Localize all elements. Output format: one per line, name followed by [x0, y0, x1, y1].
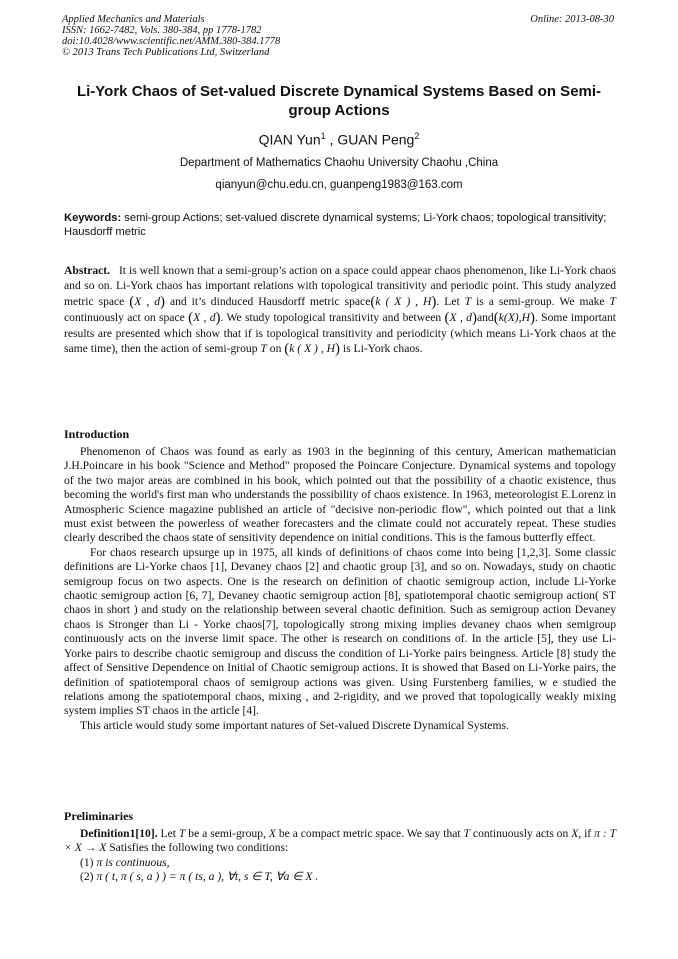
abstract-text: on	[269, 342, 282, 356]
section-heading-introduction: Introduction	[64, 427, 130, 441]
copyright-line: © 2013 Trans Tech Publications Ltd, Switzerland	[62, 47, 270, 58]
math-X: X	[268, 827, 276, 840]
keywords	[64, 211, 616, 239]
math-xd: X , d	[449, 310, 472, 324]
definition-text-part: Let	[160, 827, 176, 840]
math-T: T	[463, 827, 470, 840]
online-date: Online: 2013-08-30	[530, 14, 614, 25]
introduction-body	[64, 445, 616, 733]
math-T: T	[464, 294, 472, 308]
author-line	[62, 131, 616, 148]
abstract-label: Abstract.	[64, 264, 111, 277]
math-T: T	[178, 827, 186, 840]
definition-text-part: be a compact metric space. We say that	[278, 827, 461, 840]
definition-text-part: Satisfies the following two conditions:	[109, 841, 289, 855]
definition-1	[64, 827, 616, 885]
condition-number: (1)	[80, 855, 94, 869]
math-xd: X , d	[134, 294, 160, 308]
issn-line: ISSN: 1662-7482, Vols. 380-384, pp 1778-1782	[62, 25, 262, 36]
affiliation: Department of Mathematics Chaohu University Chaohu ,China	[179, 157, 499, 169]
condition-2	[64, 870, 616, 884]
doi-line: doi:10.4028/www.scientific.net/AMM.380-384.1778	[62, 36, 281, 47]
condition-number: (2)	[80, 870, 94, 884]
abstract-text: It is well known that a semi-group’s action on a space could appear chaos phenomenon, like Li-York chaos and so on. Li-York chaos has important relations with topological transitivity and periodic point. This study analyzed metric space	[64, 264, 616, 308]
author-2: GUAN Peng	[337, 131, 415, 148]
paragraph: For chaos research upsurge up in 1975, all kinds of definitions of chaos come into being [1,2,3]. Some classic definitions are Li-Yorke chaos [1], Devaney chaos [2] and chaotic group [3], and so on. Nowadays, study on chaotic semigroup focus on two aspects. One is the research on definition of chaotic semigroup action, include Li-Yorke chaotic semigroup action [6, 7], Devaney chaotic semigroup action [8], spatiotemporal chaotic semigroup action( ST chaos in short ) and study on the relationship between several chaotic definition. Such as semigroup action Devaney chaos is Stronger than Li - Yorke chaos[7], topologically strong mixing implies devaney chaos when semigroup continuously acts on the inverse limit space. The other is research on conditions of. In the article [5], they use Li-Yorke pairs to describe chaotic semigroup and discuss the condition of Li-Yorke pairs beingness. Article [8] study the affect of Sensitive Dependence on Initial of Chaotic semigroup actions. It is showed that Based on Li-Yorke pairs, the definition of spatiotemporal chaos of semigroup actions was given. Using Furstenberg families, w e studied the relations among the spatiotemporal chaos, mixing , and 2-rigidity, and we proved that topologically weakly mixing system implies ST chaos in the article [4].	[64, 545, 616, 718]
keywords-label: Keywords:	[64, 212, 122, 224]
author-1: QIAN Yun	[258, 131, 321, 148]
condition-text: π is continuous,	[96, 855, 170, 869]
definition-text-part: , if	[578, 827, 592, 840]
math-T: T	[260, 342, 267, 356]
author-separator: ,	[325, 131, 338, 148]
abstract-text: . Some important results are presented which show that if is topological transitivity and periodicity (which means Li-York chaos at the same time), then the action of semi-group	[64, 310, 616, 356]
condition-1	[64, 856, 616, 870]
math-X: X	[571, 827, 579, 840]
author-1-affil: 1	[320, 131, 326, 141]
abstract-text: . Let	[436, 294, 460, 308]
math-kxh: k(X),H	[498, 310, 530, 324]
abstract-text: is Li-York chaos.	[342, 342, 423, 356]
abstract-text: continuously act on space	[64, 310, 185, 324]
definition-text-part: be a semi-group,	[188, 827, 266, 840]
section-heading-preliminaries: Preliminaries	[64, 809, 134, 823]
paragraph: Phenomenon of Chaos was found as early as 1903 in the beginning of this century, American mathematician J.H.Poincare in his book "Science and Method" proposed the Poincare Conjecture. Dynamical systems and topology of the two major areas are combined in his book, which pointed out that the possibility of a chaotic existence, thus becoming the world's first man who understands the possibility of chaos existence. In 1963, meteorologist E.Lorenz in Atmospheric Science magazine published an article of "decisive non-periodic flow", which pointed out that a link must exist between the powerless of weather forecasters and the climate could not accurately repeat. These studies clearly described the chaos state of sensitivity dependence on initial conditions. This is the famous butterfly effect.	[64, 445, 616, 545]
author-2-affil: 2	[414, 131, 420, 141]
math-kxh: k ( X ) , H	[375, 294, 432, 308]
journal-name: Applied Mechanics and Materials	[62, 14, 205, 25]
abstract-text: and it’s dinduced Hausdorff metric space	[169, 294, 371, 308]
math-kxh: k ( X ) , H	[289, 342, 335, 356]
math-map: π : T × X → X	[64, 827, 617, 855]
paragraph: This article would study some important natures of Set-valued Discrete Dynamical Systems.	[80, 718, 509, 732]
condition-text: π ( t, π ( s, a ) ) = π ( ts, a ), ∀t, s ∈ T, ∀a ∈ X .	[96, 870, 319, 884]
keywords-text: semi-group Actions; set-valued discrete dynamical systems; Li-York chaos; topological transitivity; Hausdorff metric	[64, 212, 607, 238]
abstract: Abstract. It is well known that a semi-group’s action on a space could appear chaos phenomenon, like Li-York chaos and so on. Li-York chaos has important relations with topological transitivity and periodic point. This study analyzed metric space (X , d) and it’s dinduced Hausdorff metric space(k ( X ) , H). Let T is a semi-group. We make T continuously act on space (X , d). We study topological transitivity and between (X , d)and(k(X),H). Some important results are presented which show that if is topological transitivity and periodicity (which means Li-York chaos at the same time), then the action of semi-group T on (k ( X ) , H) is Li-York chaos.	[64, 264, 616, 358]
abstract-text: and	[476, 310, 494, 324]
abstract-text: is a semi-group. We make	[476, 294, 605, 308]
definition-text-part: continuously acts on	[472, 827, 569, 840]
paper-title: Li-York Chaos of Set-valued Discrete Dynamical Systems Based on Semi-group Actions	[76, 83, 602, 119]
math-T: T	[609, 294, 616, 308]
definition-label: Definition1[10].	[80, 827, 158, 840]
definition-text	[64, 827, 616, 856]
journal-header	[62, 14, 280, 58]
math-xd: X , d	[193, 310, 216, 324]
abstract-text: . We study topological transitivity and between	[220, 310, 442, 324]
email-addresses: qianyun@chu.edu.cn, guanpeng1983@163.com	[215, 179, 463, 191]
